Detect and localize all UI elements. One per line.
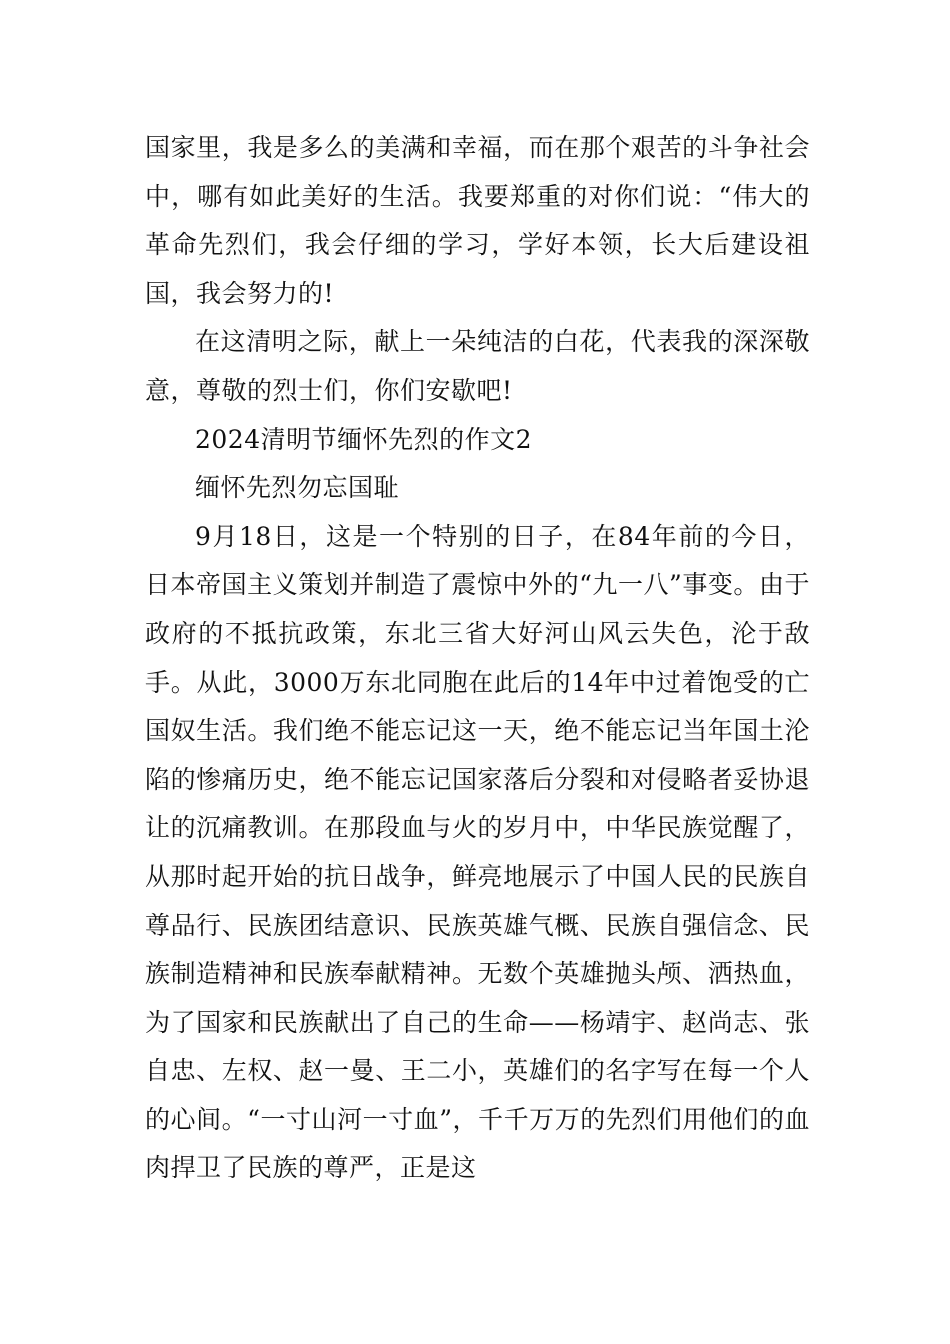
white-flower-paragraph: 在这清明之际，献上一朵纯洁的白花，代表我的深深敬意，尊敬的烈士们，你们安歇吧! <box>145 327 810 405</box>
document-page <box>145 124 810 1193</box>
september-18-paragraph: 9月18日，这是一个特别的日子，在84年前的今日，日本帝国主义策划并制造了震惊中外的“九一八”事变。由于政府的不抵抗政策，东北三省大好河山风云失色，沦于敌手。从此，3000万东北同胞在此后的14年中过着饱受的亡国奴生活。我们绝不能忘记这一天，绝不能忘记当年国土沦陷的惨痛历史，绝不能忘记国家落后分裂和对侵略者妥协退让的沉痛教训。在那段血与火的岁月中，中华民族觉醒了，从那时起开始的抗日战争，鲜亮地展示了中国人民的民族自尊品行、民族团结意识、民族英雄气概、民族自强信念、民族制造精神和民族奉献精神。无数个英雄抛头颅、洒热血，为了国家和民族献出了自己的生命——杨靖宇、赵尚志、张自忠、左权、赵一曼、王二小，英雄们的名字写在每一个人的心间。“一寸山河一寸血”，千千万万的先烈们用他们的血肉捍卫了民族的尊严，正是这 <box>145 521 810 1183</box>
essay-subtitle: 缅怀先烈勿忘国耻 <box>195 473 400 503</box>
continuation-paragraph: 国家里，我是多么的美满和幸福，而在那个艰苦的斗争社会中，哪有如此美好的生活。我要郑重的对你们说：“伟大的革命先烈们，我会仔细的学习，学好本领，长大后建设祖国，我会努力的! <box>145 133 810 308</box>
essay-title: 2024清明节缅怀先烈的作文2 <box>195 424 533 454</box>
